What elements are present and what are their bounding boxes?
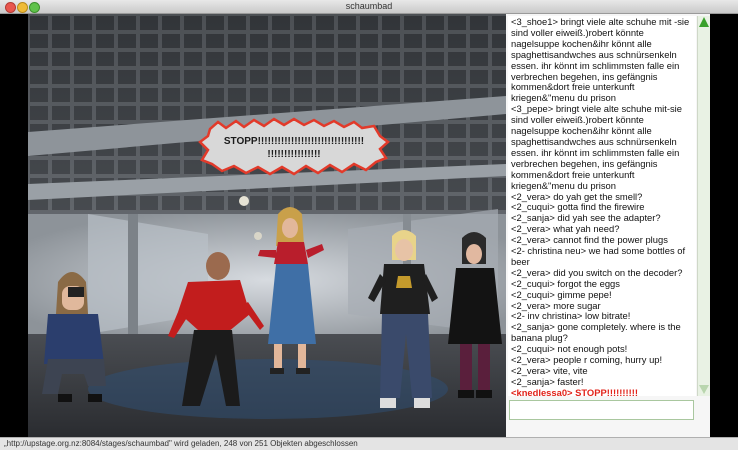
chat-message: <3_pepe> bringt viele alte schuhe mit-sie sind voller eiweiß.)robert könnte nagelsuppe kochen&ihr könnt alle spaghettisandwches aus schnürsenkeln essen. ihr könnt im schlimmsten falle ein verbrechen begehen, ins gefängnis kommen&dort freie unterkunft kriegen&"menu du prison <box>511 103 682 191</box>
speech-bubble-line2: !!!!!!!!!!!!!!!! <box>267 149 321 160</box>
chat-log <box>508 16 696 396</box>
chat-message: <2_vera> more sugar <box>511 299 601 311</box>
camera-icon <box>68 287 84 297</box>
chat-message: <2- christina neu> we had some bottles of beer <box>511 245 686 267</box>
chat-message: <2_cuqui> gimme pepe! <box>511 288 612 300</box>
chat-message: <2_vera> do yah get the smell? <box>511 190 643 202</box>
juggling-ball <box>254 232 262 240</box>
chat-message: <2_vera> what yah need? <box>511 223 620 235</box>
scroll-up-arrow-icon[interactable] <box>699 17 709 27</box>
speech-bubble-line1: STOPP!!!!!!!!!!!!!!!!!!!!!!!!!!!!!!!! <box>223 136 365 147</box>
chat-message: <2_vera> people r coming, hurry up! <box>511 354 663 366</box>
page-content <box>0 14 738 437</box>
juggling-ball <box>239 196 249 206</box>
speech-bubble <box>200 119 388 174</box>
chat-message: <2- inv christina> low bitrate! <box>511 310 631 322</box>
window-titlebar <box>0 0 738 14</box>
status-bar: „http://upstage.org.nz:8084/stages/schaumbad" wird geladen, 248 von 251 Objekten abgeschlossen <box>0 437 738 450</box>
chat-message: <2_cuqui> forgot the eggs <box>511 277 620 289</box>
chat-message: <2_vera> did you switch on the decoder? <box>511 266 683 278</box>
scroll-down-arrow-icon[interactable] <box>699 385 709 394</box>
chat-message: <2_sanja> gone completely. where is the banana plug? <box>511 321 681 344</box>
chat-input[interactable] <box>509 400 694 420</box>
chat-scrollbar[interactable] <box>697 16 710 396</box>
stage-view[interactable] <box>28 14 506 437</box>
chat-lines <box>508 16 696 421</box>
chat-message: <knedlessa0> STOPP!!!!!!!!!! <box>511 386 638 398</box>
chat-message: <2_sanja> faster! <box>511 375 584 387</box>
chat-message: <2_vera> vite, vite <box>511 365 588 376</box>
chat-message: <3_shoe1> bringt viele alte schuhe mit -sie sind voller eiweiß.)robert könnte nagelsuppe kochen&ihr könnt alle spaghettisandwches aus schnürsenkeln essen. ihr könnt im schlimmsten falle ein verbrechen begehen, ins gefängnis kommen&dort freie unterkunft kriegen&"menu du prison <box>511 16 690 104</box>
chat-message: <2_sanja> did yah see the adapter? <box>511 212 661 224</box>
stage-scene <box>28 14 506 437</box>
chat-message: <2_vera> cannot find the power plugs <box>511 234 668 246</box>
chat-message: <2_cuqui> not enough pots! <box>511 343 628 355</box>
chat-panel <box>506 14 710 437</box>
window-title: schaumbad <box>345 1 393 11</box>
chat-message: <2_cuqui> gotta find the firewire <box>511 201 645 213</box>
